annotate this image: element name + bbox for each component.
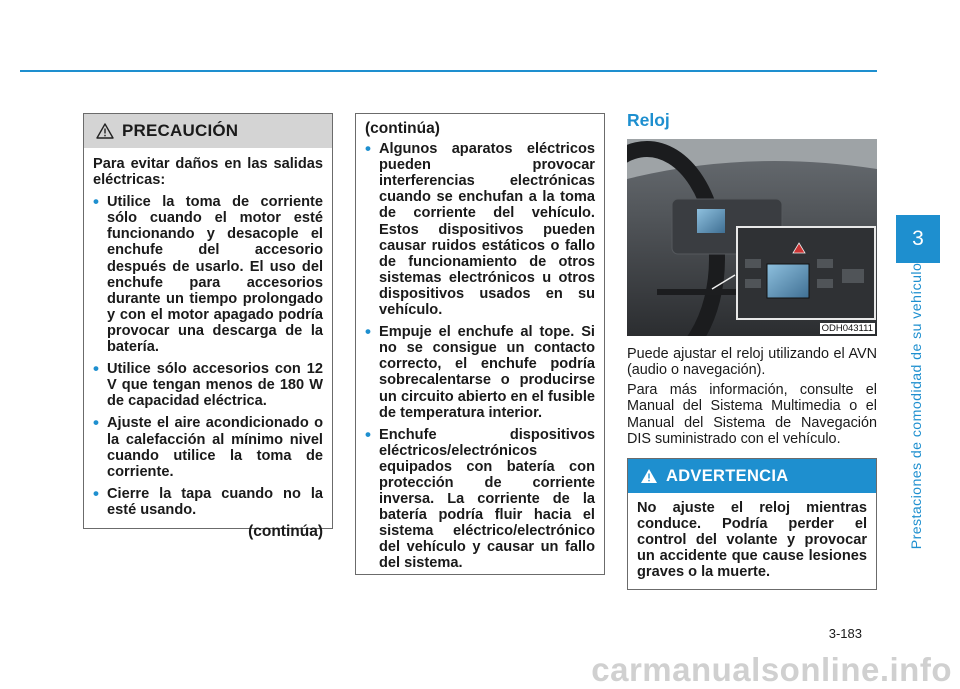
continuation-list (365, 141, 595, 571)
advertencia-body (628, 493, 876, 592)
dashboard-clock-photo (627, 139, 877, 336)
chapter-label: Prestaciones de comodidad de su vehículo (909, 262, 925, 550)
precaucion-body (84, 148, 332, 546)
precaucion-header (84, 114, 332, 148)
advertencia-title: ADVERTENCIA (666, 466, 789, 485)
dashboard-illustration (627, 139, 877, 336)
warning-triangle-icon (640, 468, 658, 484)
section-title: Reloj (627, 110, 670, 130)
advertencia-text: No ajuste el reloj mientras conduce. Podría perder el control del volante y provocar un accidente que cause lesiones graves o la muerte. (637, 500, 867, 581)
top-rule (20, 70, 877, 72)
reloj-paragraph-2: Para más información, consulte el Manual del Sistema Multimedia o el Manual del Sistema de Navegación DIS suministrado con el vehículo. (627, 382, 877, 448)
page-number: 3-183 (828, 626, 862, 641)
warning-triangle-icon (96, 123, 114, 139)
list-item: • Utilice la toma de corriente sólo cuando el motor esté funcionando y desacople el enchufe del accesorio después de usarlo. El uso del enchufe para accesorios durante un tiempo prolongado y con el motor apagado podría provocar una descarga de la batería. (93, 194, 323, 355)
photo-code: ODH043111 (821, 323, 873, 334)
list-item: • Algunos aparatos eléctricos pueden provocar interferencias electrónicas cuando se enchufan a la toma de corriente del vehículo. Estos dispositivos pueden causar ruidos estáticos o fallo de funcionamiento de otros sistemas electrónicos u otros dispositivos usados en su vehículo. (365, 141, 595, 318)
reloj-paragraph-1: Puede ajustar el reloj utilizando el AVN (audio o navegación). (627, 346, 877, 379)
precaucion-title: PRECAUCIÓN (122, 121, 239, 140)
list-item: • Empuje el enchufe al tope. Si no se consigue un contacto correcto, el enchufe podría sobrecalentarse o producirse un circuito abierto en el fusible de temperatura interior. (365, 324, 595, 421)
list-item: • Enchufe dispositivos eléctricos/electrónicos equipados con batería con protección de corriente inversa. La corriente de la batería podría fluir hacia el sistema eléctrico/electrónico del vehículo y causar un fallo del sistema. (365, 427, 595, 572)
continuation-heading: (continúa) (365, 120, 440, 137)
watermark: carmanualsonline.info (591, 651, 952, 688)
precaucion-box (83, 113, 333, 540)
chapter-tab: 3 (896, 215, 940, 263)
list-item: • Utilice sólo accesorios con 12 V que tengan menos de 180 W de capacidad eléctrica. (93, 361, 323, 409)
advertencia-header (628, 459, 876, 493)
list-item: • Cierre la tapa cuando no la esté usando. (93, 486, 323, 518)
continuation-body (356, 114, 604, 584)
continuation-box (355, 113, 605, 575)
precaucion-list (93, 194, 323, 518)
continues-label: (continúa) (248, 522, 323, 540)
list-item: • Ajuste el aire acondicionado o la calefacción al mínimo nivel cuando utilice la toma de corriente. (93, 415, 323, 479)
precaucion-intro: Para evitar daños en las salidas eléctricas: (93, 156, 323, 189)
advertencia-box (627, 458, 877, 590)
